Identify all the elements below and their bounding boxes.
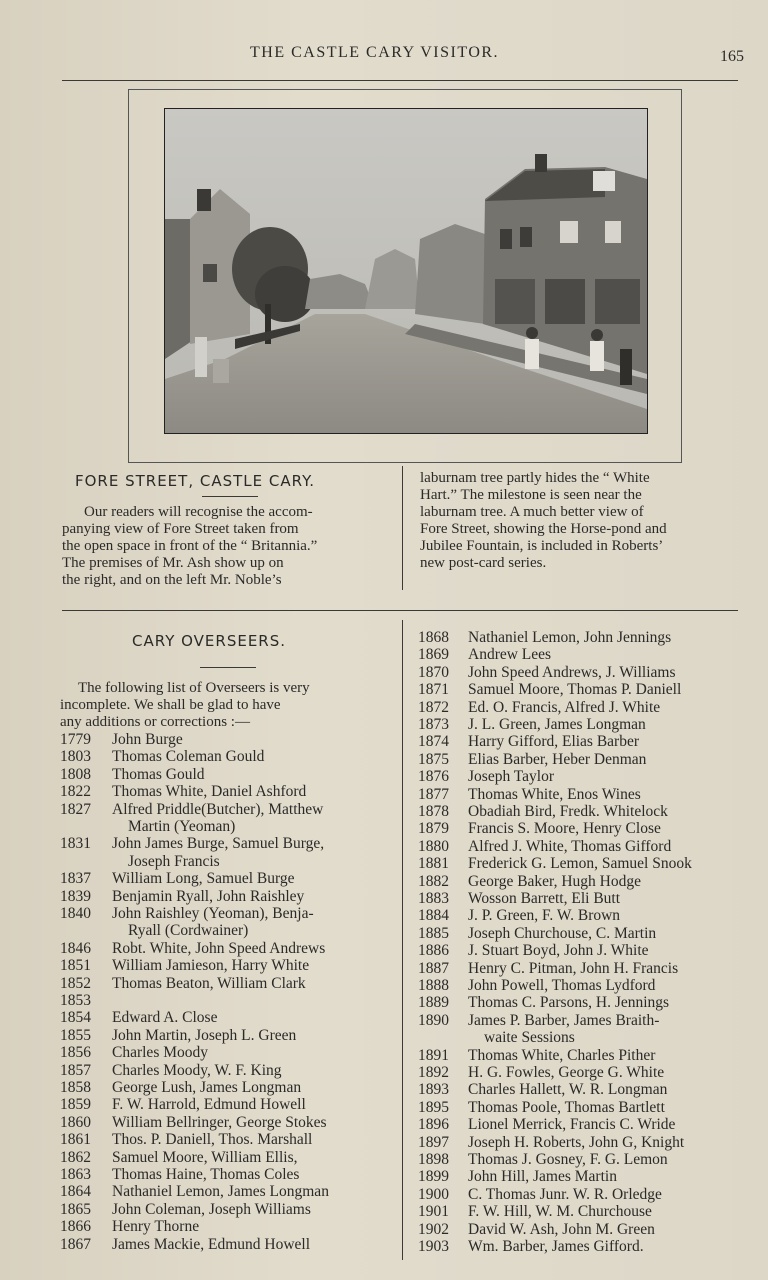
overseer-entry xyxy=(418,681,753,698)
overseer-names: Thomas C. Parsons, H. Jennings xyxy=(468,994,670,1012)
overseer-entry xyxy=(60,1027,395,1044)
overseer-names: John Martin, Joseph L. Green xyxy=(112,1026,297,1044)
intro-line: any additions or corrections :— xyxy=(60,714,250,730)
overseer-names: Obadiah Bird, Fredk. Whitelock xyxy=(468,803,668,820)
overseer-names: John Hill, James Martin xyxy=(468,1168,617,1186)
overseer-entry xyxy=(418,768,753,785)
fore-street-photo xyxy=(164,108,648,434)
overseer-year: 1885 xyxy=(418,924,449,942)
overseer-names: Thomas White, Charles Pither xyxy=(468,1046,656,1064)
overseer-year: 1855 xyxy=(60,1026,91,1044)
overseer-entry xyxy=(60,1096,395,1113)
overseer-year: 1884 xyxy=(418,907,449,925)
overseer-entry xyxy=(418,960,753,977)
overseer-names: John Burge xyxy=(112,731,183,748)
overseer-names: Charles Hallett, W. R. Longman xyxy=(468,1081,668,1099)
overseer-entry xyxy=(60,835,395,852)
overseer-names: Wosson Barrett, Eli Butt xyxy=(468,890,621,907)
article-col2-line: Hart.” The milestone is seen near the xyxy=(420,487,642,503)
overseer-entry xyxy=(60,1149,395,1166)
overseer-year: 1852 xyxy=(60,974,91,992)
overseers-heading-rule xyxy=(200,667,256,668)
overseer-year: 1899 xyxy=(418,1168,449,1186)
overseer-year: 1870 xyxy=(418,663,449,681)
overseer-names: James P. Barber, James Braith- xyxy=(468,1011,660,1029)
overseer-year: 1827 xyxy=(60,800,91,818)
overseer-entry xyxy=(418,994,753,1011)
overseers-heading: CARY OVERSEERS. xyxy=(132,632,287,650)
overseer-year: 1893 xyxy=(418,1081,449,1099)
overseer-names: John Speed Andrews, J. Williams xyxy=(468,663,676,681)
overseer-entry xyxy=(60,1201,395,1218)
overseers-list-left xyxy=(60,731,395,1261)
overseer-names: John James Burge, Samuel Burge, xyxy=(112,835,325,853)
overseer-year: 1895 xyxy=(418,1098,449,1116)
overseer-entry xyxy=(418,803,753,820)
overseer-entry xyxy=(418,1186,753,1203)
overseer-names: Ed. O. Francis, Alfred J. White xyxy=(468,698,661,716)
overseer-year: 1808 xyxy=(60,765,91,783)
overseer-year: 1867 xyxy=(60,1235,91,1253)
overseer-year: 1846 xyxy=(60,939,91,957)
running-title: THE CASTLE CARY VISITOR. xyxy=(250,44,500,61)
overseer-entry xyxy=(60,766,395,783)
article-col2-line: laburnam tree. A much better view of xyxy=(420,504,644,520)
overseer-year: 1891 xyxy=(418,1046,449,1064)
overseer-entry xyxy=(418,1168,753,1185)
overseer-year: 1858 xyxy=(60,1079,91,1096)
overseer-names: C. Thomas Junr. W. R. Orledge xyxy=(468,1185,662,1203)
overseer-names: Harry Gifford, Elias Barber xyxy=(468,733,640,751)
overseer-entry xyxy=(418,1099,753,1116)
overseer-year: 1882 xyxy=(418,872,449,890)
overseer-entry xyxy=(418,733,753,750)
overseer-names: John Coleman, Joseph Williams xyxy=(112,1200,311,1218)
article-col1 xyxy=(62,504,390,589)
overseer-names: Thomas Gould xyxy=(112,765,205,783)
overseer-entry xyxy=(60,818,395,835)
overseer-entry xyxy=(418,855,753,872)
overseer-entry xyxy=(418,873,753,890)
overseer-entry xyxy=(60,975,395,992)
overseer-names: H. G. Fowles, George G. White xyxy=(468,1064,665,1081)
overseer-names: Elias Barber, Heber Denman xyxy=(468,750,647,768)
overseer-names: Martin (Yeoman) xyxy=(128,818,236,835)
overseer-entry xyxy=(60,1062,395,1079)
overseer-names: Charles Moody xyxy=(112,1044,209,1062)
overseer-entry xyxy=(60,940,395,957)
article-col1-line: The premises of Mr. Ash show up on xyxy=(62,555,284,571)
overseer-names: James Mackie, Edmund Howell xyxy=(112,1235,311,1253)
overseer-year: 1883 xyxy=(418,890,449,907)
overseer-year: 1868 xyxy=(418,629,449,646)
overseer-year: 1901 xyxy=(418,1203,449,1221)
overseer-year: 1822 xyxy=(60,783,91,801)
overseer-names: Thomas White, Enos Wines xyxy=(468,785,641,803)
running-head xyxy=(0,44,768,74)
overseer-names: Benjamin Ryall, John Raishley xyxy=(112,887,305,905)
overseer-year: 1903 xyxy=(418,1238,449,1255)
overseer-year: 1839 xyxy=(60,887,91,905)
overseer-entry xyxy=(60,870,395,887)
overseer-names: Thomas Haine, Thomas Coles xyxy=(112,1166,300,1183)
overseer-year: 1892 xyxy=(418,1064,449,1081)
overseer-entry xyxy=(418,629,753,646)
overseer-names: George Baker, Hugh Hodge xyxy=(468,872,641,890)
overseer-names: Lionel Merrick, Francis C. Wride xyxy=(468,1116,676,1134)
overseer-entry xyxy=(418,1203,753,1220)
overseer-names: Andrew Lees xyxy=(468,646,552,664)
overseers-list-right xyxy=(418,629,753,1259)
overseer-names: Frederick G. Lemon, Samuel Snook xyxy=(468,855,692,873)
overseer-entry xyxy=(418,646,753,663)
overseer-entry xyxy=(418,977,753,994)
overseer-names: Henry Thorne xyxy=(112,1218,200,1236)
overseer-entry xyxy=(418,1116,753,1133)
overseer-entry xyxy=(60,1236,395,1253)
overseers-column-divider xyxy=(402,620,403,1260)
overseer-names: John Raishley (Yeoman), Benja- xyxy=(112,905,314,922)
article-col2-line: laburnam tree partly hides the “ White xyxy=(420,470,650,486)
overseer-year: 1860 xyxy=(60,1113,91,1131)
overseer-names: Francis S. Moore, Henry Close xyxy=(468,820,661,838)
overseer-entry xyxy=(418,942,753,959)
article-column-divider xyxy=(402,466,403,590)
overseer-names: Ryall (Cordwainer) xyxy=(128,922,249,940)
overseer-entry xyxy=(60,801,395,818)
overseer-entry xyxy=(418,1134,753,1151)
overseer-year: 1853 xyxy=(60,992,91,1009)
overseer-year: 1803 xyxy=(60,748,91,766)
overseer-entry xyxy=(418,699,753,716)
article-col2-line: Fore Street, showing the Horse-pond and xyxy=(420,521,667,537)
overseer-names: George Lush, James Longman xyxy=(112,1079,302,1096)
overseer-entry xyxy=(418,786,753,803)
overseer-names: Thos. P. Daniell, Thos. Marshall xyxy=(112,1131,313,1149)
overseer-names: Joseph Churchouse, C. Martin xyxy=(468,924,657,942)
overseer-year: 1886 xyxy=(418,942,449,960)
overseer-year: 1840 xyxy=(60,905,91,922)
overseer-entry xyxy=(418,1012,753,1029)
overseer-entry xyxy=(418,664,753,681)
overseer-names: Samuel Moore, Thomas P. Daniell xyxy=(468,681,682,699)
overseer-names: Thomas White, Daniel Ashford xyxy=(112,783,307,801)
article-col1-line: the open space in front of the “ Britannia.” xyxy=(62,538,318,554)
overseer-year: 1898 xyxy=(418,1151,449,1168)
overseer-year: 1861 xyxy=(60,1131,91,1149)
overseer-names: Thomas Beaton, William Clark xyxy=(112,974,306,992)
overseer-names: waite Sessions xyxy=(484,1029,575,1047)
overseer-entry xyxy=(60,1114,395,1131)
overseer-entry xyxy=(60,922,395,939)
article-col1-line: panying view of Fore Street taken from xyxy=(62,521,299,537)
overseer-entry xyxy=(60,853,395,870)
overseer-entry xyxy=(60,1218,395,1235)
overseer-year: 1879 xyxy=(418,820,449,838)
overseer-year: 1881 xyxy=(418,855,449,873)
overseer-entry xyxy=(418,925,753,942)
overseer-names: Joseph Francis xyxy=(128,852,220,870)
overseer-year: 1897 xyxy=(418,1133,449,1151)
overseer-names: Joseph Taylor xyxy=(468,768,555,786)
overseer-year: 1859 xyxy=(60,1096,91,1114)
overseer-names: Nathaniel Lemon, John Jennings xyxy=(468,629,672,646)
overseer-entry xyxy=(418,751,753,768)
head-rule xyxy=(62,80,738,81)
overseer-entry xyxy=(418,1064,753,1081)
article-col2-line: new post-card series. xyxy=(420,555,547,571)
article-heading-rule xyxy=(202,496,258,497)
overseer-year: 1880 xyxy=(418,837,449,855)
overseer-year: 1902 xyxy=(418,1220,449,1238)
overseer-names: F. W. Hill, W. M. Churchouse xyxy=(468,1203,652,1221)
overseer-year: 1857 xyxy=(60,1061,91,1079)
article-col2-line: Jubilee Fountain, is included in Roberts’ xyxy=(420,538,664,554)
overseer-year: 1863 xyxy=(60,1166,91,1183)
overseer-year: 1889 xyxy=(418,994,449,1012)
overseer-year: 1888 xyxy=(418,977,449,994)
overseer-year: 1874 xyxy=(418,733,449,751)
overseer-year: 1851 xyxy=(60,957,91,975)
overseer-names: Thomas Poole, Thomas Bartlett xyxy=(468,1098,665,1116)
overseer-year: 1872 xyxy=(418,698,449,716)
overseer-names: Thomas J. Gosney, F. G. Lemon xyxy=(468,1151,668,1168)
overseer-entry xyxy=(418,1238,753,1255)
overseer-entry xyxy=(60,992,395,1009)
overseer-names: Alfred Priddle(Butcher), Matthew xyxy=(112,800,324,818)
overseer-names: Joseph H. Roberts, John G, Knight xyxy=(468,1133,685,1151)
overseer-names: Wm. Barber, James Gifford. xyxy=(468,1238,644,1255)
overseer-entry xyxy=(60,905,395,922)
overseer-entry xyxy=(60,1044,395,1061)
overseer-names: J. L. Green, James Longman xyxy=(468,716,646,733)
article-heading: FORE STREET, CASTLE CARY. xyxy=(75,472,315,490)
overseer-year: 1877 xyxy=(418,785,449,803)
overseer-names: Charles Moody, W. F. King xyxy=(112,1061,282,1079)
overseer-entry xyxy=(60,888,395,905)
overseer-year: 1875 xyxy=(418,750,449,768)
intro-line: incomplete. We shall be glad to have xyxy=(60,697,281,713)
overseer-entry xyxy=(418,907,753,924)
street-scene-image xyxy=(165,109,647,433)
overseer-year: 1837 xyxy=(60,870,91,888)
overseer-entry xyxy=(418,1047,753,1064)
overseer-entry xyxy=(60,1166,395,1183)
overseer-names: Thomas Coleman Gould xyxy=(112,748,265,766)
page-number: 165 xyxy=(720,48,744,65)
overseer-year: 1900 xyxy=(418,1185,449,1203)
overseer-names: Robt. White, John Speed Andrews xyxy=(112,939,326,957)
article-col1-line: Our readers will recognise the accom- xyxy=(84,504,313,520)
overseer-year: 1873 xyxy=(418,716,449,733)
overseer-entry xyxy=(60,731,395,748)
overseer-entry xyxy=(418,1151,753,1168)
overseer-year: 1779 xyxy=(60,731,91,748)
overseer-names: William Jamieson, Harry White xyxy=(112,957,310,975)
overseers-intro xyxy=(60,680,390,731)
overseer-entry xyxy=(60,748,395,765)
overseer-entry xyxy=(60,1131,395,1148)
overseer-year: 1854 xyxy=(60,1009,91,1027)
article-col1-line: the right, and on the left Mr. Noble’s xyxy=(62,572,282,588)
overseer-names: William Long, Samuel Burge xyxy=(112,870,295,888)
overseer-entry xyxy=(418,838,753,855)
overseer-year: 1864 xyxy=(60,1183,91,1201)
overseer-year: 1831 xyxy=(60,835,91,853)
overseer-entry xyxy=(60,957,395,974)
overseer-names: F. W. Harrold, Edmund Howell xyxy=(112,1096,306,1114)
overseer-year: 1866 xyxy=(60,1218,91,1236)
overseer-names: Edward A. Close xyxy=(112,1009,218,1027)
overseer-year: 1871 xyxy=(418,681,449,699)
intro-line: The following list of Overseers is very xyxy=(78,680,310,696)
overseer-entry xyxy=(418,1029,753,1046)
overseer-entry xyxy=(418,820,753,837)
overseer-year: 1862 xyxy=(60,1148,91,1166)
overseer-names: J. Stuart Boyd, John J. White xyxy=(468,942,649,960)
overseer-names: David W. Ash, John M. Green xyxy=(468,1220,655,1238)
overseer-year: 1890 xyxy=(418,1011,449,1029)
overseer-entry xyxy=(60,1183,395,1200)
overseer-names: John Powell, Thomas Lydford xyxy=(468,977,656,994)
overseer-names: Henry C. Pitman, John H. Francis xyxy=(468,959,679,977)
article-col2 xyxy=(420,470,750,572)
overseer-entry xyxy=(60,1009,395,1026)
overseer-year: 1869 xyxy=(418,646,449,664)
overseer-year: 1856 xyxy=(60,1044,91,1062)
overseer-entry xyxy=(418,1221,753,1238)
overseer-names: Alfred J. White, Thomas Gifford xyxy=(468,837,672,855)
overseer-year: 1876 xyxy=(418,768,449,786)
overseer-entry xyxy=(418,890,753,907)
overseer-entry xyxy=(60,1079,395,1096)
overseer-names: J. P. Green, F. W. Brown xyxy=(468,907,621,925)
overseer-year: 1878 xyxy=(418,803,449,820)
overseer-names: William Bellringer, George Stokes xyxy=(112,1113,327,1131)
section-rule xyxy=(62,610,738,611)
overseer-names: Samuel Moore, William Ellis, xyxy=(112,1148,298,1166)
overseer-year: 1896 xyxy=(418,1116,449,1134)
overseer-entry xyxy=(418,1081,753,1098)
overseer-entry xyxy=(418,716,753,733)
overseer-year: 1887 xyxy=(418,959,449,977)
overseer-year: 1865 xyxy=(60,1200,91,1218)
overseer-names: Nathaniel Lemon, James Longman xyxy=(112,1183,329,1201)
overseer-entry xyxy=(60,783,395,800)
